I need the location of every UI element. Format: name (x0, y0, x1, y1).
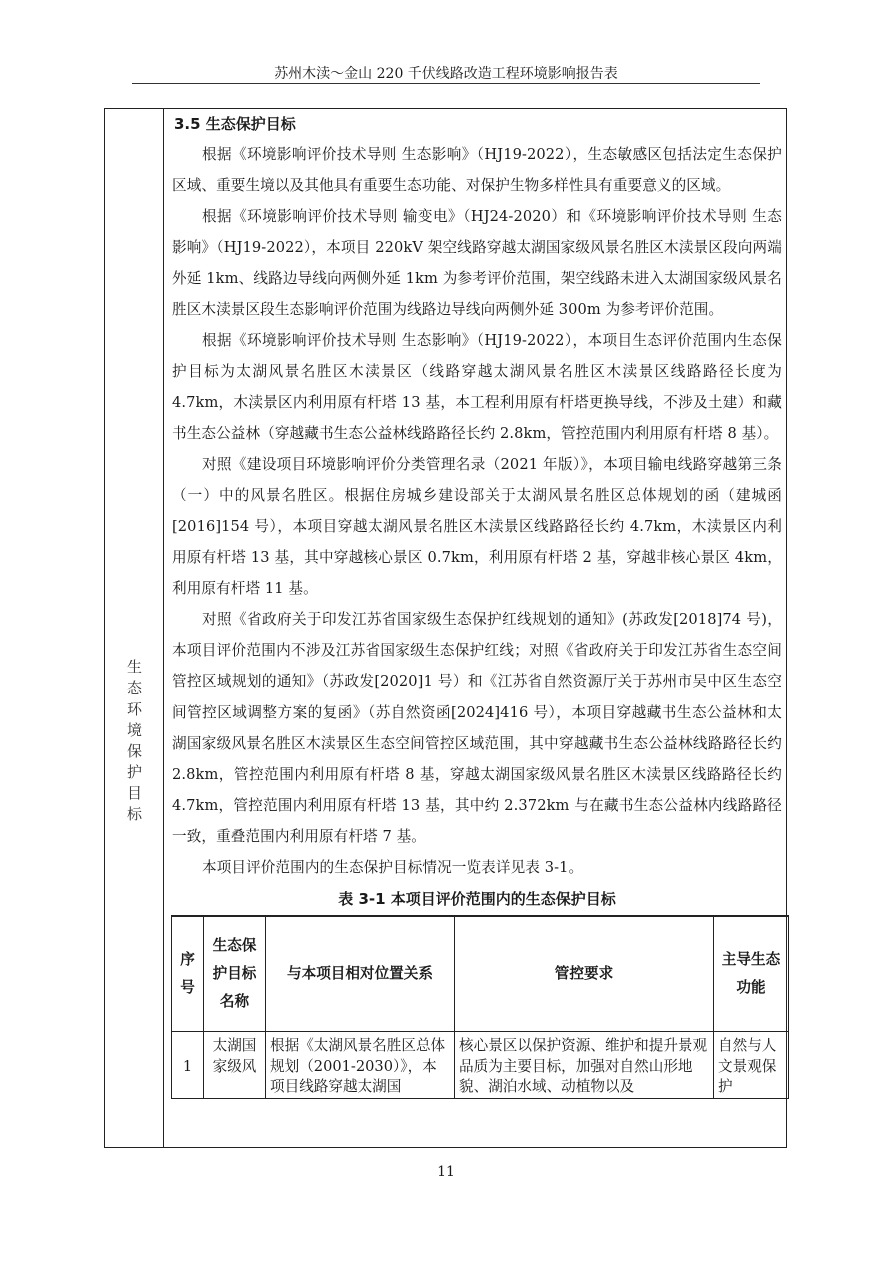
category-char: 标 (126, 805, 142, 823)
header-rule (132, 83, 760, 84)
section-title: 3.5 生态保护目标 (174, 115, 296, 133)
report-frame (104, 108, 787, 1148)
table-row (172, 1032, 789, 1099)
header-target-name: 生态保护目标名称 (204, 916, 266, 1032)
paragraph: 对照《省政府关于印发江苏省国家级生态保护红线规划的通知》(苏政发[2018]74 号)，本项目评价范围内不涉及江苏省国家级生态保护红线；对照《省政府关于印发江苏省生态空间管控区域规划的通知》（苏政发[2020]1 号）和《江苏省自然资源厅关于苏州市吴中区生态空间管控区域调整方案的复函》（苏自然资函[2024]416 号），本项目穿越藏书生态公益林和太湖国家级风景名胜区木渎景区生态空间管控区域范围，其中穿越藏书生态公益林线路路径长约 2.8km，管控范围内利用原有杆塔 8 基，穿越太湖国家级风景名胜区木渎景区线路路径长约 4.7km，管控范围内利用原有杆塔 13 基，其中约 2.372km 与在藏书生态公益林内线路路径一致，重叠范围内利用原有杆塔 7 基。 (172, 611, 782, 845)
paragraph: 对照《建设项目环境影响评价分类管理名录（2021 年版）》，本项目输电线路穿越第三条（一）中的风景名胜区。根据住房城乡建设部关于太湖风景名胜区总体规划的函（建城函[2016]154 号），本项目穿越太湖风景名胜区木渎景区线路路径长约 4.7km，木渎景区内利用原有杆塔 13 基，其中穿越核心景区 0.7km，利用原有杆塔 2 基，穿越非核心景区 4km，利用原有杆塔 11 基。 (172, 456, 782, 597)
page-number: 11 (437, 1164, 455, 1180)
category-char: 态 (126, 679, 142, 697)
header-control: 管控要求 (455, 916, 714, 1032)
header-relation: 与本项目相对位置关系 (266, 916, 455, 1032)
paragraph: 根据《环境影响评价技术导则 输变电》（HJ24-2020）和《环境影响评价技术导则 生态影响》（HJ19-2022），本项目 220kV 架空线路穿越太湖国家级风景名胜区木渎景区段向两端外延 1km、线路边导线向两侧外延 1km 为参考评价范围，架空线路未进入太湖国家级风景名胜区木渎景区段生态影响评价范围为线路边导线向两侧外延 300m 为参考评价范围。 (172, 208, 782, 318)
paragraph: 根据《环境影响评价技术导则 生态影响》（HJ19-2022），本项目生态评价范围内生态保护目标为太湖风景名胜区木渎景区（线路穿越太湖风景名胜区木渎景区线路路径长度为 4.7km，木渎景区内利用原有杆塔 13 基，本工程利用原有杆塔更换导线，不涉及土建）和藏书生态公益林（穿越藏书生态公益林线路路径长约 2.8km，管控范围内利用原有杆塔 8 基）。 (172, 332, 782, 442)
category-char: 环 (126, 700, 142, 718)
category-char: 目 (126, 784, 142, 802)
category-label (105, 657, 164, 825)
paragraph: 根据《环境影响评价技术导则 生态影响》（HJ19-2022），生态敏感区包括法定生态保护区域、重要生境以及其他具有重要生态功能、对保护生物多样性具有重要意义的区域。 (172, 146, 782, 194)
category-char: 生 (126, 658, 142, 676)
category-char: 护 (126, 763, 142, 781)
cell-target-name: 太湖国家级风 (204, 1032, 266, 1099)
eco-target-table (171, 915, 789, 1099)
page-header: 苏州木渎～金山 220 千伏线路改造工程环境影响报告表 (274, 66, 618, 82)
category-column (105, 109, 164, 1147)
category-char: 境 (126, 721, 142, 739)
header-function: 主导生态功能 (714, 916, 789, 1032)
cell-no: 1 (172, 1032, 204, 1099)
cell-function: 自然与人文景观保护 (714, 1032, 789, 1099)
cell-control: 核心景区以保护资源、维护和提升景观品质为主要目标，加强对自然山形地貌、湖泊水域、动植物以及 (455, 1032, 714, 1099)
cell-relation: 根据《太湖风景名胜区总体规划（2001-2030）》，本项目线路穿越太湖国 (266, 1032, 455, 1099)
table-caption: 表 3-1 本项目评价范围内的生态保护目标 (338, 890, 616, 908)
section-content (172, 113, 782, 1099)
category-char: 保 (126, 742, 142, 760)
paragraph: 本项目评价范围内的生态保护目标情况一览表详见表 3-1。 (202, 859, 584, 876)
header-no: 序号 (172, 916, 204, 1032)
table-header-row (172, 916, 789, 1032)
